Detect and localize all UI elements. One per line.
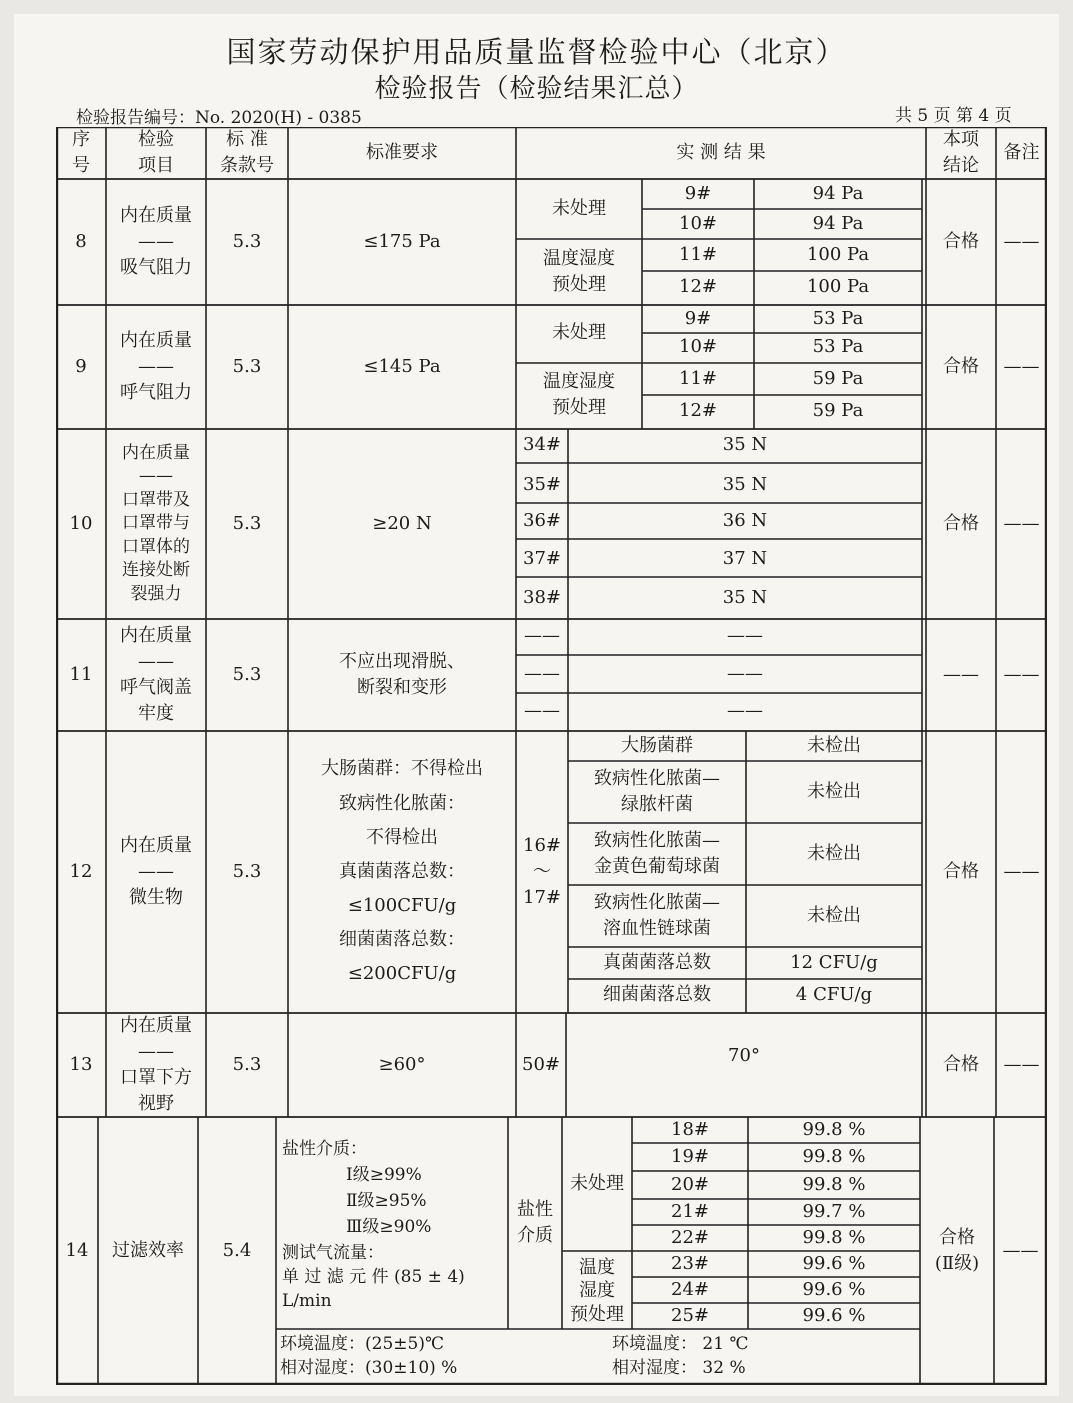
col-header-seq: 序 号 xyxy=(72,128,90,176)
test-value: 4 CFU/g xyxy=(795,983,873,1005)
sample-id: 10# xyxy=(679,335,717,357)
sample-id: 11# xyxy=(679,367,717,389)
sample-id: —— xyxy=(524,662,560,684)
row-seq: 13 xyxy=(69,1053,93,1075)
col-header-item: 检验 项目 xyxy=(138,128,174,176)
row-requirement: ≥60° xyxy=(378,1053,426,1075)
row-conclusion: 合格 xyxy=(943,355,979,377)
row-seq: 14 xyxy=(65,1239,89,1261)
sample-value: 99.8 % xyxy=(802,1145,866,1167)
sample-range: 16# ～ 17# xyxy=(523,834,561,909)
row-item: 内在质量 —— 微生物 xyxy=(120,834,192,909)
row-remark: —— xyxy=(1003,663,1040,685)
row-seq: 11 xyxy=(69,663,93,685)
sample-value: —— xyxy=(727,662,763,684)
row-seq: 8 xyxy=(75,230,87,252)
col-header-result: 实 测 结 果 xyxy=(676,141,766,163)
sample-value: 99.6 % xyxy=(802,1278,866,1300)
group-label: 温度 湿度 预处理 xyxy=(570,1256,624,1325)
test-name: 大肠菌群 xyxy=(621,734,693,756)
org-title: 国家劳动保护用品质量监督检验中心（北京） xyxy=(226,35,847,69)
test-name: 致病性化脓菌— 绿脓杆菌 xyxy=(594,767,720,815)
row-seq: 12 xyxy=(69,860,93,882)
row-requirement: 不应出现滑脱、 断裂和变形 xyxy=(339,650,465,698)
row-conclusion: —— xyxy=(943,663,979,685)
sample-id: 35# xyxy=(523,473,561,495)
env-measured-temperature: 环境温度： 21 ℃ xyxy=(612,1334,749,1354)
group-label: 温度湿度 预处理 xyxy=(543,370,615,418)
sample-id: 22# xyxy=(671,1226,709,1248)
test-value: 12 CFU/g xyxy=(790,951,878,973)
test-name: 真菌菌落总数 xyxy=(603,951,711,973)
sample-id: 12# xyxy=(679,275,717,297)
row-seq: 10 xyxy=(69,512,93,534)
test-name: 细菌菌落总数 xyxy=(603,983,711,1005)
test-value: 未检出 xyxy=(807,780,861,802)
row-clause: 5.3 xyxy=(232,230,262,252)
row-item: 内在质量 —— 呼气阻力 xyxy=(120,329,192,404)
test-value: 未检出 xyxy=(807,842,861,864)
sample-value: —— xyxy=(727,624,763,646)
sample-value: 99.7 % xyxy=(802,1200,866,1222)
sample-value: 35 N xyxy=(722,433,768,455)
row-seq: 9 xyxy=(75,355,87,377)
sample-value: 99.8 % xyxy=(802,1226,866,1248)
sample-value: 94 Pa xyxy=(812,212,864,234)
sample-value: 100 Pa xyxy=(806,275,870,297)
row-item: 内在质量 —— 吸气阻力 xyxy=(120,204,192,279)
sample-value: 99.6 % xyxy=(802,1252,866,1274)
row-requirement: ≥20 N xyxy=(372,512,432,534)
col-header-clause: 标 准 条款号 xyxy=(220,128,274,176)
sample-value: 99.6 % xyxy=(802,1304,866,1326)
row-remark: —— xyxy=(1003,1053,1040,1075)
row-conclusion: 合格 xyxy=(943,230,979,252)
test-value: 未检出 xyxy=(807,904,861,926)
sample-value: 100 Pa xyxy=(806,243,870,265)
report-number: 检验报告编号：No. 2020(H) - 0385 xyxy=(76,108,362,128)
test-name: 致病性化脓菌— 金黄色葡萄球菌 xyxy=(594,829,720,877)
grade-1: Ⅰ级≥99% xyxy=(346,1165,422,1185)
row-clause: 5.3 xyxy=(232,663,262,685)
sample-id: 20# xyxy=(671,1173,709,1195)
sample-id: 23# xyxy=(671,1252,709,1274)
sample-value: 70° xyxy=(728,1044,760,1066)
row-item: 内在质量 —— 呼气阀盖 牢度 xyxy=(120,624,192,725)
sample-id: 24# xyxy=(671,1278,709,1300)
sample-id: 25# xyxy=(671,1304,709,1326)
row-clause: 5.3 xyxy=(232,355,262,377)
sample-id: —— xyxy=(524,699,560,721)
sample-value: 59 Pa xyxy=(812,399,864,421)
results-table xyxy=(56,127,1047,1385)
row-clause: 5.3 xyxy=(232,1053,262,1075)
group-label: 未处理 xyxy=(552,321,606,343)
sample-id: 34# xyxy=(523,433,561,455)
sample-value: 53 Pa xyxy=(812,335,864,357)
sample-id: —— xyxy=(524,624,560,646)
row-remark: —— xyxy=(1003,860,1040,882)
row-remark: —— xyxy=(1003,355,1040,377)
requirement-title: 盐性介质： xyxy=(282,1139,367,1159)
row-item: 过滤效率 xyxy=(112,1239,184,1261)
sample-value: 35 N xyxy=(722,473,768,495)
medium-label: 盐性 介质 xyxy=(517,1198,553,1246)
sample-value: 35 N xyxy=(722,586,768,608)
row-item: 内在质量 —— 口罩下方 视野 xyxy=(120,1014,192,1115)
sample-value: 99.8 % xyxy=(802,1118,866,1140)
row-remark: —— xyxy=(1002,1239,1039,1261)
row-requirement: ≤145 Pa xyxy=(363,355,441,377)
env-requirement: 环境温度：(25±5)℃ 相对湿度：(30±10) % xyxy=(280,1334,458,1379)
sample-value: 94 Pa xyxy=(812,182,864,204)
sample-id: 11# xyxy=(679,243,717,265)
sample-id: 9# xyxy=(684,307,712,329)
grade-3: Ⅲ级≥90% xyxy=(346,1217,432,1237)
sample-id: 37# xyxy=(523,547,561,569)
row-clause: 5.3 xyxy=(232,860,262,882)
env-measured-humidity: 相对湿度： 32 % xyxy=(612,1358,746,1378)
row-requirement: 大肠菌群：不得检出 致病性化脓菌： 不得检出 真菌菌落总数： ≤100CFU/g 细菌菌落总数： ≤200CFU/g xyxy=(321,758,483,985)
row-remark: —— xyxy=(1003,512,1040,534)
col-header-remark: 备注 xyxy=(1003,141,1040,163)
page-info: 共 5 页 第 4 页 xyxy=(895,106,1012,126)
group-label: 未处理 xyxy=(570,1172,624,1194)
test-name: 致病性化脓菌— 溶血性链球菌 xyxy=(594,891,720,939)
row-clause: 5.4 xyxy=(222,1239,252,1261)
sample-id: 38# xyxy=(523,586,561,608)
row-clause: 5.3 xyxy=(232,512,262,534)
row-conclusion: 合格 xyxy=(943,1053,979,1075)
test-value: 未检出 xyxy=(807,734,861,756)
sample-id: 18# xyxy=(671,1118,709,1140)
sample-id: 10# xyxy=(679,212,717,234)
col-header-requirement: 标准要求 xyxy=(366,141,438,163)
sample-id: 12# xyxy=(679,399,717,421)
sample-id: 19# xyxy=(671,1145,709,1167)
report-title: 检验报告（检验结果汇总） xyxy=(374,74,699,104)
sample-value: 36 N xyxy=(722,509,768,531)
sample-id: 50# xyxy=(522,1053,560,1075)
col-header-conclusion: 本项 结论 xyxy=(943,128,979,176)
row-item: 内在质量 —— 口罩带及 口罩带与 口罩体的 连接处断 裂强力 xyxy=(122,442,190,604)
sample-value: 99.8 % xyxy=(802,1173,866,1195)
sample-id: 9# xyxy=(684,182,712,204)
row-conclusion: 合格 xyxy=(943,512,979,534)
row-conclusion: 合格 xyxy=(943,860,979,882)
sample-value: —— xyxy=(727,699,763,721)
row-conclusion: 合格 (Ⅱ级) xyxy=(934,1226,980,1274)
grade-2: Ⅱ级≥95% xyxy=(346,1191,427,1211)
sample-value: 37 N xyxy=(722,547,768,569)
sample-id: 36# xyxy=(523,509,561,531)
group-label: 温度湿度 预处理 xyxy=(543,247,615,295)
flow-requirement: 测试气流量： 单 过 滤 元 件 (85 ± 4) L/min xyxy=(282,1243,465,1312)
sample-value: 53 Pa xyxy=(812,307,864,329)
sample-id: 21# xyxy=(671,1200,709,1222)
row-remark: —— xyxy=(1003,230,1040,252)
sample-value: 59 Pa xyxy=(812,367,864,389)
group-label: 未处理 xyxy=(552,197,606,219)
row-requirement: ≤175 Pa xyxy=(363,230,441,252)
